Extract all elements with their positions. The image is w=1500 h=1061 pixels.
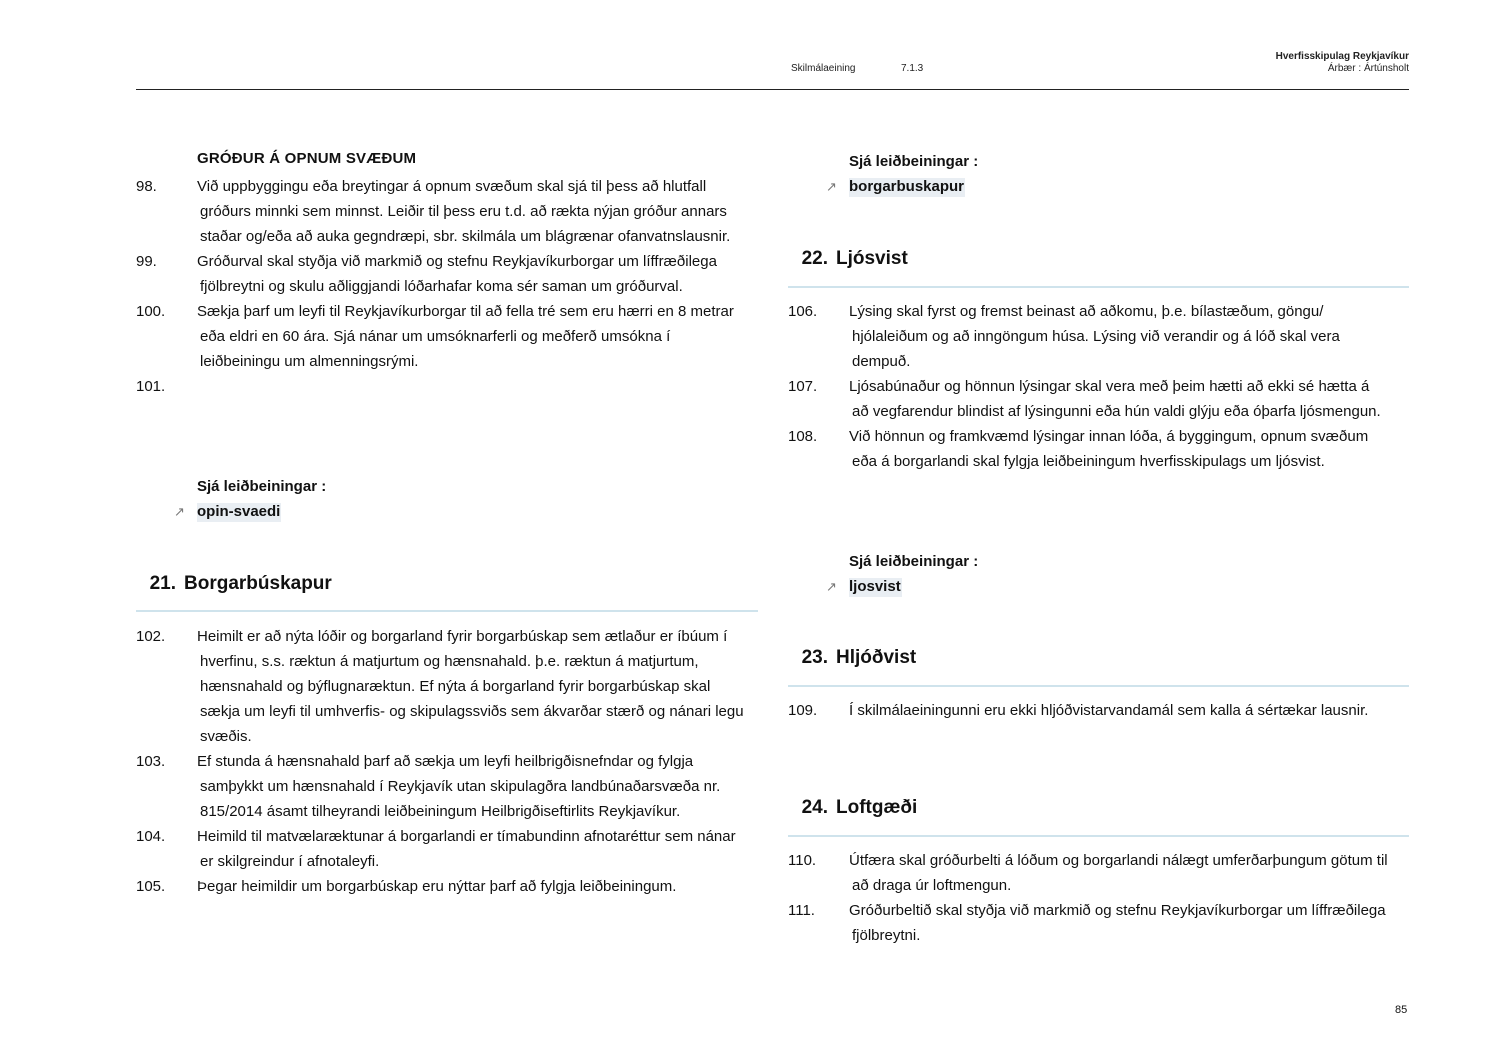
guideline-link-row[interactable] — [136, 499, 758, 524]
items-list-23 — [788, 698, 1388, 723]
list-item — [788, 299, 1388, 374]
item-text: Gróðurbeltið skal styðja við markmið og stefnu Reykjavíkurborgar um líffræðilega fjölbreytni. — [849, 902, 1386, 944]
item-text: Þegar heimildir um borgarbúskap eru nýttar þarf að fylgja leiðbeiningum. — [197, 878, 677, 895]
item-text: Útfæra skal gróðurbelti á lóðum og borgarlandi nálægt umferðarþungum götum til að draga úr loftmengun. — [849, 852, 1388, 894]
item-text: Heimild til matvælaræktunar á borgarlandi er tímabundinn afnotaréttur sem nánar er skilgreindur í afnotaleyfi. — [197, 828, 736, 870]
document-subtitle: Árbær : Ártúnsholt — [1327, 63, 1409, 74]
list-item — [788, 848, 1388, 898]
item-number: 109. — [788, 702, 818, 719]
item-text: Heimilt er að nýta lóðir og borgarland fyrir borgarbúskap sem ætlaður er íbúum í hverfinu, s.s. ræktun á matjurtum og hænsnahald. þ.e. ræktun á matjurtum, hænsnahald og býflugnaræktun. Ef nýta á borgarland fyrir borgarbúskap skal sækja um leyfi til umhverfis- og skipulagssviðs sem ákvarðar stærð og nánari legu svæðis. — [197, 628, 744, 745]
item-number: 108. — [788, 428, 818, 445]
section-title: Loftgæði — [836, 797, 918, 818]
section-title: Hljóðvist — [836, 647, 917, 668]
subheading-text: GRÓÐUR Á OPNUM SVÆÐUM — [197, 150, 417, 167]
list-item — [788, 698, 1388, 723]
list-item — [788, 898, 1388, 948]
guideline-link-opin-svaedi[interactable]: opin-svaedi — [197, 503, 281, 520]
see-guidelines-label: Sjá leiðbeiningar : — [849, 153, 979, 170]
list-item — [788, 424, 1388, 474]
section-number: 21. — [149, 573, 176, 594]
external-link-arrow-icon: ↗ — [174, 504, 185, 519]
item-number: 102. — [136, 628, 166, 645]
item-number: 101. — [136, 378, 166, 395]
item-text: Í skilmálaeiningunni eru ekki hljóðvistarvandamál sem kalla á sértækar lausnir. — [849, 702, 1369, 719]
header-divider — [136, 89, 1409, 90]
item-text: Við hönnun og framkvæmd lýsingar innan lóða, á byggingum, opnum svæðum eða á borgarlandi skal fylgja leiðbeiningum hverfisskipulags um ljósvist. — [849, 428, 1369, 470]
guideline-link-ljosvist[interactable]: ljosvist — [849, 578, 901, 595]
item-number: 110. — [788, 852, 817, 869]
section-label: Skilmálaeining — [791, 63, 856, 74]
section-title: Borgarbúskapur — [184, 573, 332, 594]
section-divider — [788, 835, 1409, 837]
section-number: 23. — [801, 647, 828, 668]
external-link-arrow-icon: ↗ — [826, 579, 837, 594]
section-number: 22. — [801, 248, 828, 269]
section-divider — [788, 286, 1409, 288]
see-guidelines-label: Sjá leiðbeiningar : — [849, 553, 979, 570]
section-number: 24. — [801, 797, 828, 818]
list-item — [136, 624, 746, 749]
item-text: Sækja þarf um leyfi til Reykjavíkurborgar til að fella tré sem eru hærri en 8 metrar eða eldri en 60 ára. Sjá nánar um umsóknarferli og meðferð umsókna í leiðbeiningu um almenningsrými. — [197, 303, 734, 370]
document-title: Hverfisskipulag Reykjavíkur — [1275, 51, 1409, 62]
external-link-arrow-icon: ↗ — [826, 179, 837, 194]
subheading-grodur — [136, 150, 758, 167]
see-guidelines-opin-svaedi — [136, 474, 758, 524]
item-text: Gróðurval skal styðja við markmið og stefnu Reykjavíkurborgar um líffræðilega fjölbreytni og skulu aðliggjandi lóðarhafar koma sér saman um gróðurval. — [197, 253, 717, 295]
section-title: Ljósvist — [836, 248, 908, 269]
guideline-link-borgarbuskapur[interactable]: borgarbuskapur — [849, 178, 965, 195]
item-number: 103. — [136, 753, 166, 770]
see-guidelines-label: Sjá leiðbeiningar : — [197, 478, 327, 495]
guideline-link-row[interactable] — [788, 174, 1409, 199]
list-item — [136, 299, 746, 374]
item-text: Ef stunda á hænsnahald þarf að sækja um leyfi heilbrigðisnefndar og fylgja samþykkt um hænsnahald í Reykjavík utan skipulagðra landbúnaðarsvæða nr. 815/2014 ásamt tilheyrandi leiðbeiningum Heilbrigðiseftirlits Reykjavíkur. — [197, 753, 721, 820]
page-header-title — [1276, 51, 1409, 75]
item-number: 106. — [788, 303, 818, 320]
item-number: 100. — [136, 303, 166, 320]
section-divider — [136, 610, 758, 612]
section-divider — [788, 685, 1409, 687]
list-item — [136, 824, 746, 874]
items-list-a — [136, 174, 746, 399]
list-item — [136, 174, 746, 249]
see-guidelines-borgarbuskapur — [788, 149, 1409, 199]
item-number: 98. — [136, 178, 157, 195]
section-23-heading — [788, 645, 1409, 671]
items-list-b — [136, 624, 746, 899]
item-text: Við uppbyggingu eða breytingar á opnum svæðum skal sjá til þess að hlutfall gróðurs minnki sem minnst. Leiðir til þess eru t.d. að rækta nýjan gróður annars staðar og/eða að auka gegndræpi, sbr. skilmála um blágrænar ofanvatnslausnir. — [197, 178, 731, 245]
item-number: 104. — [136, 828, 166, 845]
item-number: 111. — [788, 902, 815, 919]
list-item — [136, 374, 746, 399]
list-item — [788, 374, 1388, 424]
section-21-heading — [136, 571, 758, 597]
section-24-heading — [788, 795, 1409, 821]
see-guidelines-ljosvist — [788, 549, 1409, 599]
item-number: 105. — [136, 878, 166, 895]
items-list-22 — [788, 299, 1388, 474]
section-22-heading — [788, 246, 1409, 272]
item-number: 99. — [136, 253, 157, 270]
list-item — [136, 249, 746, 299]
page-header-section — [791, 63, 924, 74]
list-item — [136, 874, 746, 899]
item-text: Ljósabúnaður og hönnun lýsingar skal vera með þeim hætti að ekki sé hætta á að vegfarendur blindist af lýsingunni eða hún valdi glýju eða óþarfa ljósmengun. — [849, 378, 1381, 420]
item-number: 107. — [788, 378, 818, 395]
items-list-24 — [788, 848, 1388, 948]
section-code: 7.1.3 — [901, 63, 924, 74]
item-text: Lýsing skal fyrst og fremst beinast að aðkomu, þ.e. bílastæðum, göngu/ hjólaleiðum og að inngöngum húsa. Lýsing við verandir og á lóð skal vera dempuð. — [849, 303, 1340, 370]
page-number: 85 — [1395, 1004, 1408, 1016]
guideline-link-row[interactable] — [788, 574, 1409, 599]
list-item — [136, 749, 746, 824]
